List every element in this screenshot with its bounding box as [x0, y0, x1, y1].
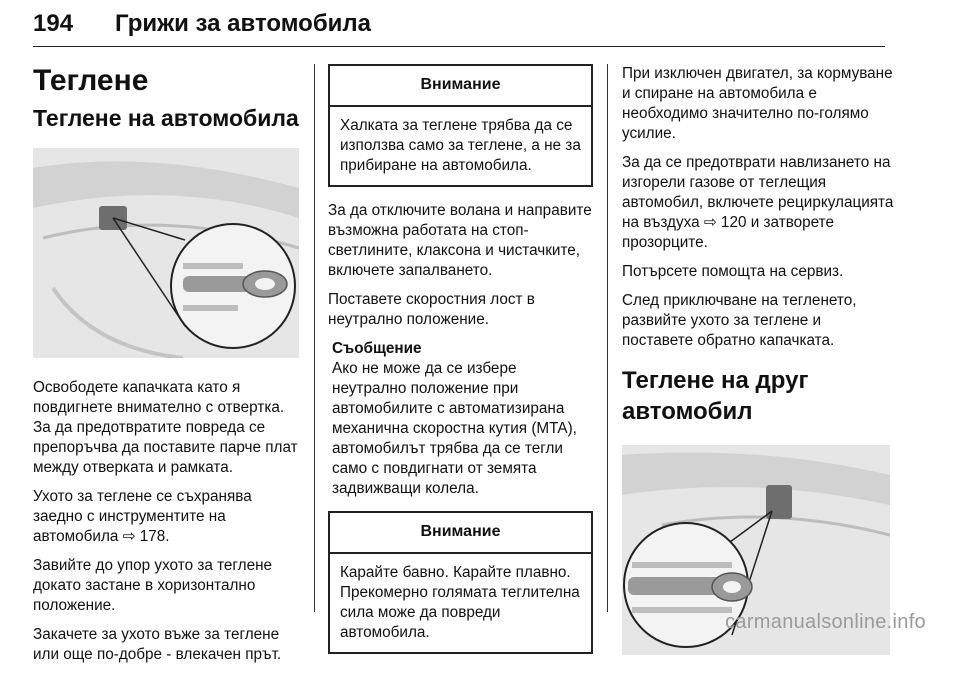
column-right — [622, 64, 894, 655]
warning-text: Карайте бавно. Карайте плавно. Прекомерно голямата теглителна сила може да повреди автомобила. — [340, 564, 580, 641]
watermark: carmanualsonline.info — [725, 611, 926, 633]
paragraph: За да отключите волана и направите възможна работата на стоп-светлините, клаксона и чистачките, включете запалването. — [328, 202, 592, 279]
warning-title: Внимание — [330, 66, 591, 107]
page-number: 194 — [33, 10, 74, 37]
subsection-title: Теглене на автомобила — [33, 105, 299, 131]
page-header — [33, 6, 885, 46]
paragraph: При изключен двигател, за кормуване и спиране на автомобила е необходимо значително по-голямо усилие. — [622, 65, 893, 142]
subsection-title: Теглене на друг автомобил — [622, 367, 809, 425]
paragraph: За да се предотврати навлизането на изгорели газове от теглещия автомобил, включете рециркулацията на въздуха ⇨ 120 и затворете прозорците. — [622, 154, 894, 251]
column-middle — [328, 64, 593, 668]
notice-text: Ако не може да се избере неутрално положение при автомобилите с автоматизирана механична скоростна кутия (MTA), автомобилът трябва да се тегли само с повдигнати от земята задвижващи колела. — [332, 360, 577, 497]
paragraph: Закачете за ухото въже за теглене или още по-добре - влекачен прът. — [33, 626, 282, 663]
warning-box — [328, 64, 593, 187]
paragraph: След приключване на тегленето, развийте ухото за теглене и поставете обратно капачката. — [622, 292, 857, 349]
header-rule — [33, 46, 885, 47]
tow-cover-illustration — [33, 148, 299, 358]
paragraph: Освободете капачката като я повдигнете внимателно с отвертка. За да предотвратите повреда се препоръчва да поставите парче плат между отверката и рамката. — [33, 379, 298, 476]
paragraph: Ухото за теглене се съхранява заедно с инструментите на автомобила ⇨ 178. — [33, 488, 252, 545]
column-left — [33, 64, 303, 674]
chapter-title: Грижи за автомобила — [115, 10, 372, 37]
paragraph: Потърсете помощта на сервиз. — [622, 263, 844, 280]
paragraph: Поставете скоростния лост в неутрално положение. — [328, 291, 535, 328]
column-divider — [607, 64, 608, 612]
section-title: Теглене — [33, 64, 149, 97]
warning-text: Халката за теглене трябва да се използва само за теглене, а не за прибиране на автомобила. — [340, 117, 581, 174]
notice-box — [328, 339, 593, 499]
paragraph: Завийте до упор ухото за теглене докато застане в хоризонтално положение. — [33, 557, 273, 614]
warning-box — [328, 511, 593, 654]
notice-title: Съобщение — [332, 340, 422, 357]
column-divider — [314, 64, 315, 612]
warning-title: Внимание — [330, 513, 591, 554]
